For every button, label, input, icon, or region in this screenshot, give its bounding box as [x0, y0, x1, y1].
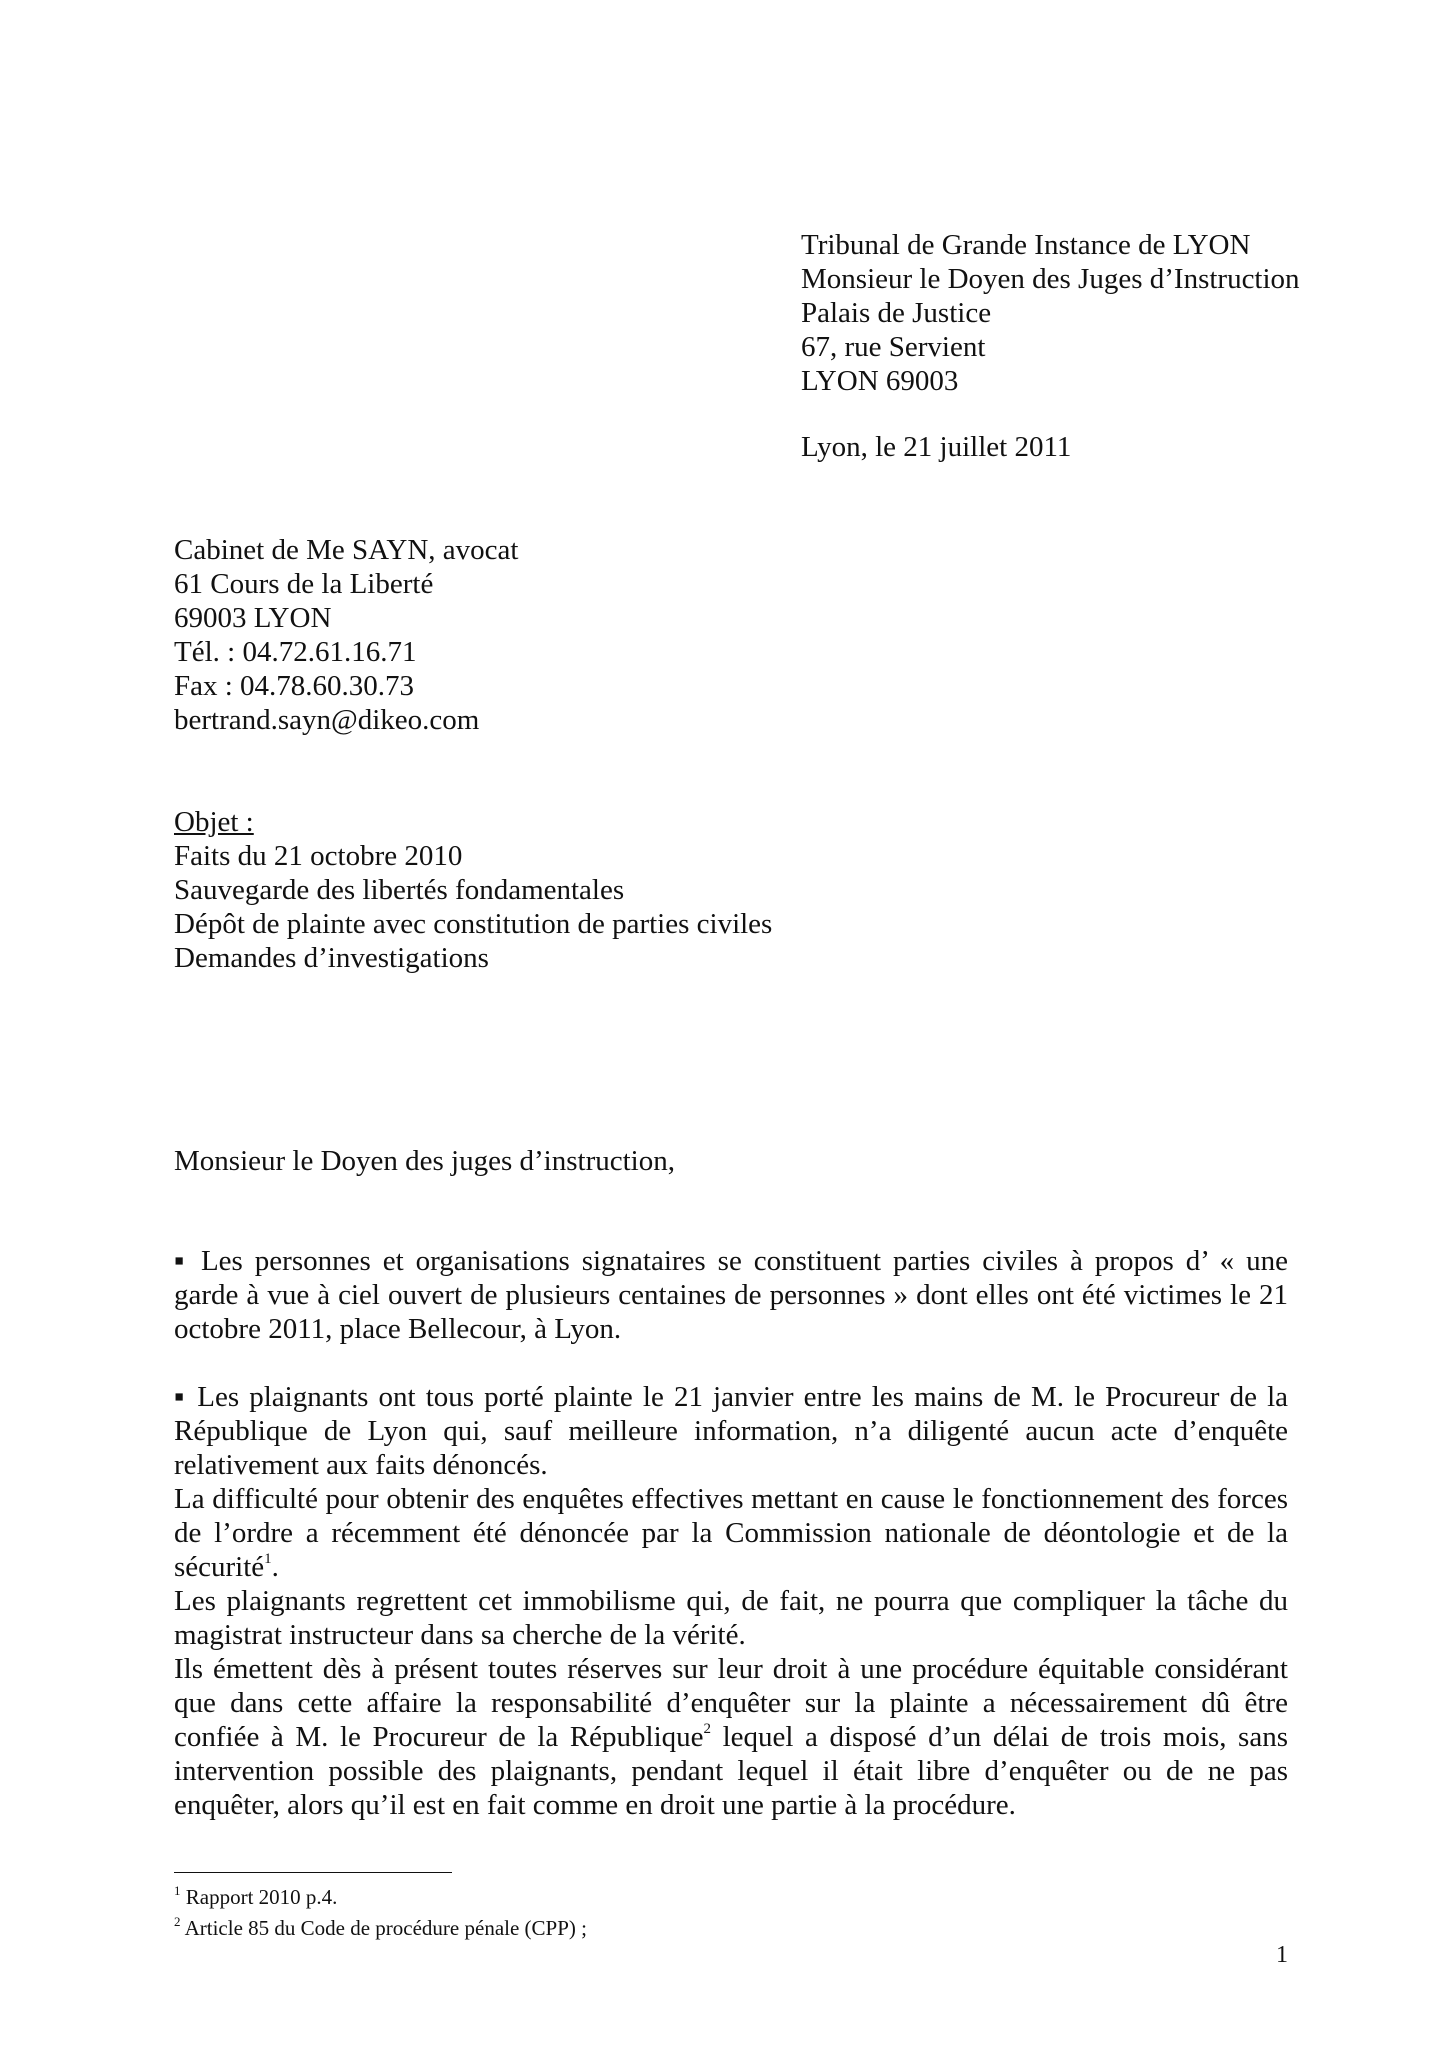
- footnote-mark: 2: [174, 1914, 181, 1929]
- subject-line: Dépôt de plainte avec constitution de parties civiles: [174, 908, 773, 940]
- subject-line: Demandes d’investigations: [174, 942, 489, 974]
- body-paragraph: ▪ Les plaignants ont tous porté plainte le 21 janvier entre les mains de M. le Procureur de la République de Lyon qui, sauf meilleure information, n’a diligenté aucun acte d’enquête relativement aux faits dénoncés.: [174, 1381, 1288, 1481]
- letter-body: [174, 1244, 1288, 1822]
- body-paragraph: [174, 1482, 1288, 1584]
- footnote-text: Rapport 2010 p.4.: [180, 1885, 338, 1909]
- paragraph-text: La difficulté pour obtenir des enquêtes effectives mettant en cause le fonctionnement des forces de l’ordre a récemment été dénoncée par la Commission nationale de déontologie et de la sécurité: [174, 1483, 1288, 1583]
- sender-fax: Fax : 04.78.60.30.73: [174, 670, 415, 702]
- sender-email: bertrand.sayn@dikeo.com: [174, 704, 480, 736]
- paragraph-text: .: [271, 1551, 279, 1583]
- sender-address: [174, 533, 518, 737]
- footnote: [174, 1913, 587, 1944]
- letter-date: Lyon, le 21 juillet 2011: [801, 431, 1072, 463]
- sender-line: 69003 LYON: [174, 602, 332, 634]
- body-paragraph: ▪ Les personnes et organisations signataires se constituent parties civiles à propos d’ « une garde à vue à ciel ouvert de plusieurs centaines de personnes » dont elles ont été victimes le 21 octobre 2011, place Bellecour, à Lyon.: [174, 1245, 1288, 1345]
- body-paragraph: Les plaignants regrettent cet immobilisme qui, de fait, ne pourra que compliquer la tâche du magistrat instructeur dans sa cherche de la vérité.: [174, 1585, 1288, 1651]
- salutation: Monsieur le Doyen des juges d’instruction,: [174, 1145, 675, 1177]
- body-paragraph: [174, 1652, 1288, 1822]
- footnote-separator: [174, 1872, 452, 1873]
- subject-line: Faits du 21 octobre 2010: [174, 840, 463, 872]
- subject-heading: Objet :: [174, 806, 254, 838]
- recipient-line: Tribunal de Grande Instance de LYON: [801, 229, 1251, 261]
- sender-phone: Tél. : 04.72.61.16.71: [174, 636, 417, 668]
- footnote-reference: 2: [703, 1721, 712, 1737]
- sender-line: 61 Cours de la Liberté: [174, 568, 434, 600]
- recipient-line: Monsieur le Doyen des Juges d’Instruction: [801, 263, 1300, 295]
- subject-block: [174, 805, 772, 975]
- sender-line: Cabinet de Me SAYN, avocat: [174, 534, 519, 566]
- paragraph-text: Ils émettent dès à présent toutes réserves sur leur droit à une procédure équitable considérant que dans cette affaire la responsabilité d’enquêter sur la plainte a nécessairement dû être confiée à M. le Procureur de la République: [174, 1653, 1288, 1753]
- page-number: 1: [1276, 1942, 1288, 1968]
- footnote-text: Article 85 du Code de procédure pénale (CPP) ;: [180, 1916, 587, 1940]
- subject-line: Sauvegarde des libertés fondamentales: [174, 874, 625, 906]
- recipient-address: [801, 228, 1300, 398]
- footnotes: [174, 1882, 587, 1944]
- footnote-reference: 1: [264, 1551, 272, 1567]
- footnote: [174, 1882, 587, 1913]
- paragraph-text: lequel a disposé d’un délai de trois mois, sans intervention possible des plaignants, pendant lequel il était libre d’enquêter ou de ne pas enquêter, alors qu’il est en fait comme en droit une partie à la procédure.: [174, 1721, 1288, 1821]
- recipient-line: 67, rue Servient: [801, 331, 986, 363]
- recipient-line: LYON 69003: [801, 365, 959, 397]
- footnote-mark: 1: [174, 1883, 181, 1898]
- recipient-line: Palais de Justice: [801, 297, 992, 329]
